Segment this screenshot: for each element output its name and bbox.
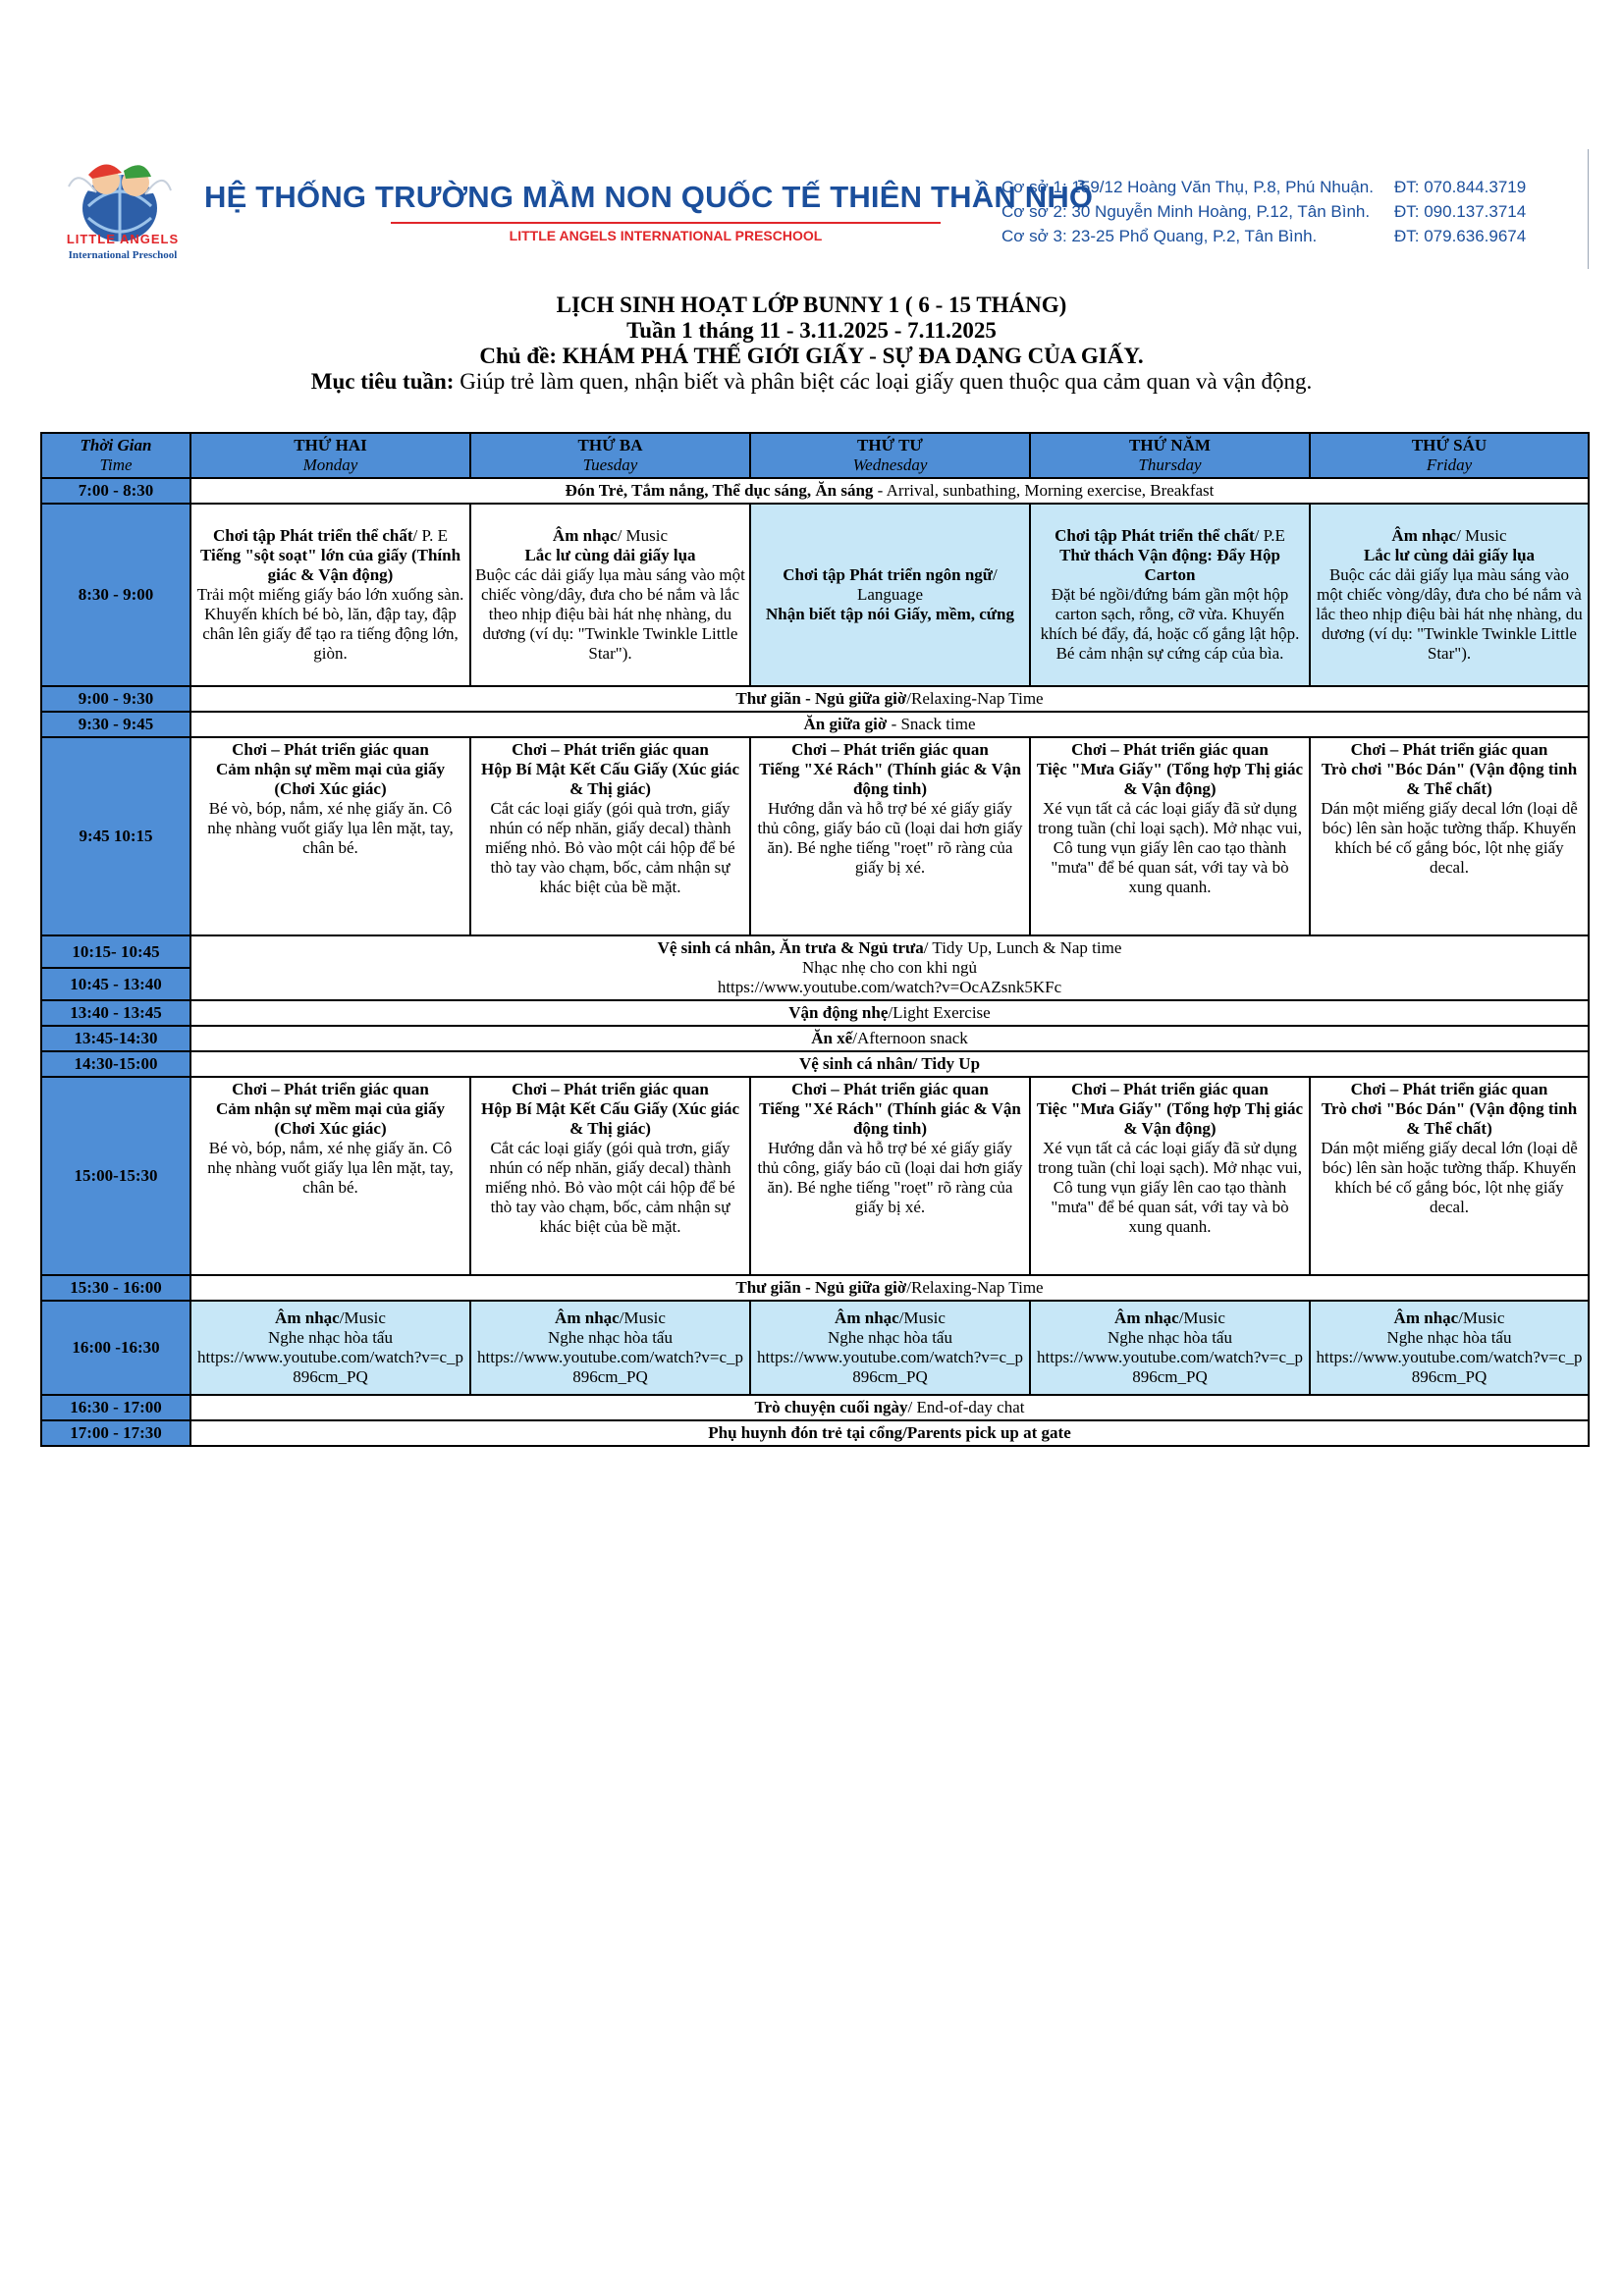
activity-en: /Light Exercise [888,1003,991,1022]
table-header-row [41,433,1589,478]
activity-bold: Vệ sinh cá nhân, Ăn trưa & Ngủ trưa [657,938,924,957]
day-en: Wednesday [852,455,928,474]
activity-cell-thursday [1030,737,1310,935]
time-cell: 9:45 10:15 [41,737,190,935]
merged-activity [190,1051,1589,1077]
merged-activity [190,478,1589,504]
activity-title: Âm nhạc [552,526,618,545]
activity-subtitle: Cảm nhận sự mềm mại của giấy (Chơi Xúc giác) [215,1099,446,1138]
activity-en: /Afternoon snack [852,1029,968,1047]
activity-title-en: /Music [339,1308,386,1327]
campus-phone: ĐT: 079.636.9674 [1394,227,1527,245]
activity-title: Chơi – Phát triển giác quan [512,1080,709,1098]
activity-cell-friday [1310,504,1589,686]
activity-title-en: /Music [898,1308,946,1327]
schedule-table [40,432,1590,1447]
goal-text: Giúp trẻ làm quen, nhận biết và phân biệt các loại giấy quen thuộc qua cảm quan và vận động. [454,369,1313,394]
music-link[interactable]: https://www.youtube.com/watch?v=OcAZsnk5KFc [717,978,1062,996]
activity-title: Chơi – Phát triển giác quan [232,740,429,759]
activity-en: - Arrival, sunbathing, Morning exercise, Breakfast [873,481,1215,500]
activity-title: Chơi – Phát triển giác quan [1350,1080,1548,1098]
activity-title: Chơi tập Phát triển thể chất [1055,526,1255,545]
day-en: Thursday [1138,455,1202,474]
table-row [41,686,1589,712]
activity-cell-monday [190,504,470,686]
header-tuesday [470,433,750,478]
time-cell: 8:30 - 9:00 [41,504,190,686]
activity-description: Bé vò, bóp, nắm, xé nhẹ giấy ăn. Cô nhẹ nhàng vuốt giấy lụa lên mặt, tay, chân bé. [207,799,454,857]
music-link[interactable]: https://www.youtube.com/watch?v=c_p896cm_PQ [1037,1348,1303,1386]
activity-cell-thursday [1030,504,1310,686]
merged-activity [190,1395,1589,1420]
day-vi: THỨ BA [577,436,643,454]
table-row [41,504,1589,686]
merged-activity [190,686,1589,712]
activity-subtitle: Tiếng "Xé Rách" (Thính giác & Vận động tinh) [759,1099,1021,1138]
time-cell: 9:00 - 9:30 [41,686,190,712]
logo-text: LITTLE ANGELS [66,232,180,246]
music-cell-friday [1310,1301,1589,1395]
table-row [41,712,1589,737]
time-cell: 15:00-15:30 [41,1077,190,1275]
table-row [41,1000,1589,1026]
time-cell: 13:45-14:30 [41,1026,190,1051]
activity-title: Chơi – Phát triển giác quan [1350,740,1548,759]
campus-address: Cơ sở 1: 159/12 Hoàng Văn Thụ, P.8, Phú Nhuận. [1001,178,1374,196]
activity-title: Chơi tập Phát triển thể chất [213,526,413,545]
activity-note: Nghe nhạc hòa tấu [548,1328,673,1347]
activity-title: Âm nhạc [1114,1308,1179,1327]
activity-note: Nghe nhạc hòa tấu [1386,1328,1512,1347]
activity-title-en: / Music [617,526,669,545]
activity-bold: Vận động nhẹ [788,1003,889,1022]
activity-description: Hướng dẫn và hỗ trợ bé xé giấy giấy thủ công, giấy báo cũ (loại dai hơn giấy ăn). Bé nghe tiếng "roẹt" rõ ràng của giấy bị xé. [757,1139,1023,1216]
schedule-titles [0,293,1623,395]
school-name: HỆ THỐNG TRƯỜNG MẦM NON QUỐC TẾ THIÊN THẦN NHỎ [204,180,1094,214]
activity-title: Chơi – Phát triển giác quan [1071,1080,1269,1098]
day-vi: THỨ HAI [294,436,367,454]
activity-description: Dán một miếng giấy decal lớn (loại dễ bóc) lên sàn hoặc tường thấp. Khuyến khích bé cố gắng bóc, lột nhẹ giấy decal. [1321,799,1578,877]
activity-title-en: /Music [1458,1308,1505,1327]
table-row [41,1077,1589,1275]
activity-subtitle: Tiếng "Xé Rách" (Thính giác & Vận động tinh) [759,760,1021,798]
day-en: Monday [302,455,358,474]
activity-subtitle: Trò chơi "Bóc Dán" (Vận động tinh & Thể chất) [1321,760,1578,798]
header-friday [1310,433,1589,478]
campus-1 [1001,178,1527,197]
activity-description: Xé vụn tất cả các loại giấy đã sử dụng trong tuần (chỉ loại sạch). Mở nhạc vui, Cô tung vụn giấy lên cao tạo thành "mưa" để bé quan sát, với tay và bò xung quanh. [1037,799,1303,896]
schedule-title: LỊCH SINH HOẠT LỚP BUNNY 1 ( 6 - 15 THÁNG) [556,293,1067,317]
activity-subtitle: Tiệc "Mưa Giấy" (Tổng hợp Thị giác & Vận động) [1036,760,1304,798]
header-time [41,433,190,478]
activity-note: Nhạc nhẹ cho con khi ngủ [802,958,977,977]
music-link[interactable]: https://www.youtube.com/watch?v=c_p896cm_PQ [1316,1348,1583,1386]
activity-subtitle: Nhận biết tập nói Giấy, mềm, cứng [766,605,1014,623]
table-row [41,737,1589,935]
school-logo [49,147,196,270]
music-link[interactable]: https://www.youtube.com/watch?v=c_p896cm_PQ [197,1348,463,1386]
activity-cell-tuesday [470,737,750,935]
activity-subtitle: Hộp Bí Mật Kết Cấu Giấy (Xúc giác & Thị giác) [480,760,739,798]
activity-bold: Phụ huynh đón trẻ tại cổng/Parents pick up at gate [708,1423,1071,1442]
time-cell: 7:00 - 8:30 [41,478,190,504]
activity-bold: Ăn giữa giờ [803,715,888,733]
time-cell: 10:15- 10:45 [41,935,190,968]
merged-activity [190,1275,1589,1301]
activity-description: Đặt bé ngồi/đứng bám gần một hộp carton sạch, rỗng, cỡ vừa. Khuyến khích bé đẩy, đá, hoặc cố gắng lật hộp. Bé cảm nhận sự cứng cáp của bìa. [1040,585,1300,663]
school-name-en: LITTLE ANGELS INTERNATIONAL PRESCHOOL [391,222,941,245]
activity-description: Buộc các dải giấy lụa màu sáng vào một chiếc vòng/dây, đưa cho bé nắm và lắc theo nhịp điệu bài hát nhẹ nhàng, du dương (ví dụ: "Twinkle Twinkle Little Star"). [1316,565,1583,663]
activity-bold: Vệ sinh cá nhân/ Tidy Up [798,1054,981,1073]
activity-subtitle: Thử thách Vận động: Đẩy Hộp Carton [1059,546,1280,584]
activity-title: Chơi – Phát triển giác quan [791,1080,989,1098]
activity-subtitle: Tiệc "Mưa Giấy" (Tổng hợp Thị giác & Vận động) [1036,1099,1304,1138]
activity-en: /Relaxing-Nap Time [906,1278,1044,1297]
activity-en: /Relaxing-Nap Time [906,689,1044,708]
header-wednesday [750,433,1030,478]
activity-bold: Ăn xế [811,1029,853,1047]
music-cell-monday [190,1301,470,1395]
merged-activity [190,1026,1589,1051]
merged-activity [190,1420,1589,1446]
day-vi: THỨ NĂM [1129,436,1211,454]
table-row [41,1026,1589,1051]
goal-label: Mục tiêu tuần: [310,369,455,394]
activity-cell-wednesday [750,1077,1030,1275]
activity-title: Âm nhạc [555,1308,620,1327]
music-link[interactable]: https://www.youtube.com/watch?v=c_p896cm_PQ [477,1348,743,1386]
music-cell-tuesday [470,1301,750,1395]
activity-title: Chơi – Phát triển giác quan [791,740,989,759]
activity-description: Xé vụn tất cả các loại giấy đã sử dụng trong tuần (chỉ loại sạch). Mở nhạc vui, Cô tung vụn giấy lên cao tạo thành "mưa" để bé quan sát, với tay và bò xung quanh. [1037,1139,1303,1236]
activity-note: Nghe nhạc hòa tấu [1108,1328,1232,1347]
music-cell-thursday [1030,1301,1310,1395]
table-row [41,1051,1589,1077]
activity-title: Chơi tập Phát triển ngôn ngữ [783,565,993,584]
activity-title: Chơi – Phát triển giác quan [232,1080,429,1098]
activity-title-en: /Music [1178,1308,1225,1327]
activity-cell-tuesday [470,504,750,686]
activity-note: Nghe nhạc hòa tấu [828,1328,952,1347]
activity-cell-monday [190,737,470,935]
activity-description: Cắt các loại giấy (gói quà trơn, giấy nhún có nếp nhăn, giấy decal) thành miếng nhỏ. Bỏ vào một cái hộp để bé thò tay vào chạm, bốc, cảm nhận sự khác biệt của bề mặt. [485,1139,735,1236]
activity-description: Hướng dẫn và hỗ trợ bé xé giấy giấy thủ công, giấy báo cũ (loại dai hơn giấy ăn). Bé nghe tiếng "roẹt" rõ ràng của giấy bị xé. [757,799,1023,877]
activity-cell-friday [1310,737,1589,935]
time-cell: 16:30 - 17:00 [41,1395,190,1420]
activity-title: Chơi – Phát triển giác quan [1071,740,1269,759]
activity-cell-monday [190,1077,470,1275]
activity-cell-wednesday [750,504,1030,686]
activity-title-en: / P. E [412,526,448,545]
merged-activity [190,935,1589,1000]
activity-title: Âm nhạc [1393,1308,1459,1327]
activity-title: Chơi – Phát triển giác quan [512,740,709,759]
time-cell: 15:30 - 16:00 [41,1275,190,1301]
activity-title-en: / Music [1456,526,1507,545]
logo-subtext: International Preschool [68,249,178,261]
activity-bold: Thư giãn - Ngủ giữa giờ [735,689,907,708]
table-row [41,478,1589,504]
letterhead [0,0,1623,285]
day-vi: THỨ SÁU [1411,436,1488,454]
activity-title: Âm nhạc [275,1308,340,1327]
activity-subtitle: Hộp Bí Mật Kết Cấu Giấy (Xúc giác & Thị giác) [480,1099,739,1138]
activity-subtitle: Cảm nhận sự mềm mại của giấy (Chơi Xúc giác) [215,760,446,798]
activity-title-en: / Language [856,565,998,604]
day-en: Friday [1426,455,1473,474]
day-vi: THỨ TƯ [857,436,923,454]
activity-subtitle: Lắc lư cùng dải giấy lụa [524,546,696,564]
activity-subtitle: Trò chơi "Bóc Dán" (Vận động tinh & Thể chất) [1321,1099,1578,1138]
theme-line: Chủ đề: KHÁM PHÁ THẾ GIỚI GIẤY - SỰ ĐA DẠNG CỦA GIẤY. [479,344,1144,368]
table-row [41,1420,1589,1446]
activity-description: Buộc các dải giấy lụa màu sáng vào một chiếc vòng/dây, đưa cho bé nắm và lắc theo nhịp điệu bài hát nhẹ nhàng, du dương (ví dụ: "Twinkle Twinkle Little Star"). [475,565,745,663]
activity-note: Nghe nhạc hòa tấu [268,1328,393,1347]
campus-phone: ĐT: 090.137.3714 [1394,202,1527,221]
campus-3 [1001,227,1527,246]
music-link[interactable]: https://www.youtube.com/watch?v=c_p896cm_PQ [757,1348,1023,1386]
header-monday [190,433,470,478]
campus-address: Cơ sở 3: 23-25 Phổ Quang, P.2, Tân Bình. [1001,227,1318,245]
activity-en: / Tidy Up, Lunch & Nap time [923,938,1122,957]
campus-2 [1001,202,1527,222]
activity-cell-thursday [1030,1077,1310,1275]
merged-activity [190,1000,1589,1026]
time-cell: 14:30-15:00 [41,1051,190,1077]
activity-title-en: / P.E [1254,526,1285,545]
merged-activity [190,712,1589,737]
activity-title: Âm nhạc [835,1308,899,1327]
activity-en: - Snack time [887,715,976,733]
activity-description: Trải một miếng giấy báo lớn xuống sàn. Khuyến khích bé bò, lăn, đập tay, đập chân lên giấy để tạo ra tiếng động lớn, giòn. [196,585,464,663]
weekly-goal [0,369,1623,395]
time-cell: 17:00 - 17:30 [41,1420,190,1446]
activity-bold: Thư giãn - Ngủ giữa giờ [735,1278,907,1297]
activity-description: Cắt các loại giấy (gói quà trơn, giấy nhún có nếp nhăn, giấy decal) thành miếng nhỏ. Bỏ vào một cái hộp để bé thò tay vào chạm, bốc, cảm nhận sự khác biệt của bề mặt. [485,799,735,896]
activity-title: Âm nhạc [1391,526,1457,545]
header-thursday [1030,433,1310,478]
activity-cell-friday [1310,1077,1589,1275]
activity-subtitle: Tiếng "sột soạt" lớn của giấy (Thính giác & Vận động) [199,546,461,584]
activity-cell-wednesday [750,737,1030,935]
header-time-en: Time [99,455,133,474]
time-cell: 16:00 -16:30 [41,1301,190,1395]
table-row [41,935,1589,968]
time-cell: 10:45 - 13:40 [41,968,190,1000]
music-cell-wednesday [750,1301,1030,1395]
header-divider [1588,149,1589,269]
table-row [41,1275,1589,1301]
table-row [41,1395,1589,1420]
campus-phone: ĐT: 070.844.3719 [1394,178,1527,196]
activity-title-en: /Music [619,1308,666,1327]
campus-address: Cơ sở 2: 30 Nguyễn Minh Hoàng, P.12, Tân Bình. [1001,202,1371,221]
time-cell: 13:40 - 13:45 [41,1000,190,1026]
table-row [41,1301,1589,1395]
activity-bold: Đón Trẻ, Tắm nắng, Thể dục sáng, Ăn sáng [565,481,874,500]
activity-subtitle: Lắc lư cùng dải giấy lụa [1363,546,1536,564]
activity-description: Dán một miếng giấy decal lớn (loại dễ bóc) lên sàn hoặc tường thấp. Khuyến khích bé cố gắng bóc, lột nhẹ giấy decal. [1321,1139,1578,1216]
time-cell: 9:30 - 9:45 [41,712,190,737]
activity-description: Bé vò, bóp, nắm, xé nhẹ giấy ăn. Cô nhẹ nhàng vuốt giấy lụa lên mặt, tay, chân bé. [207,1139,454,1197]
week-line: Tuần 1 tháng 11 - 3.11.2025 - 7.11.2025 [626,318,997,343]
activity-en: / End-of-day chat [907,1398,1025,1416]
header-time-vi: Thời Gian [80,436,152,454]
activity-cell-tuesday [470,1077,750,1275]
day-en: Tuesday [582,455,638,474]
activity-bold: Trò chuyện cuối ngày [754,1398,908,1416]
